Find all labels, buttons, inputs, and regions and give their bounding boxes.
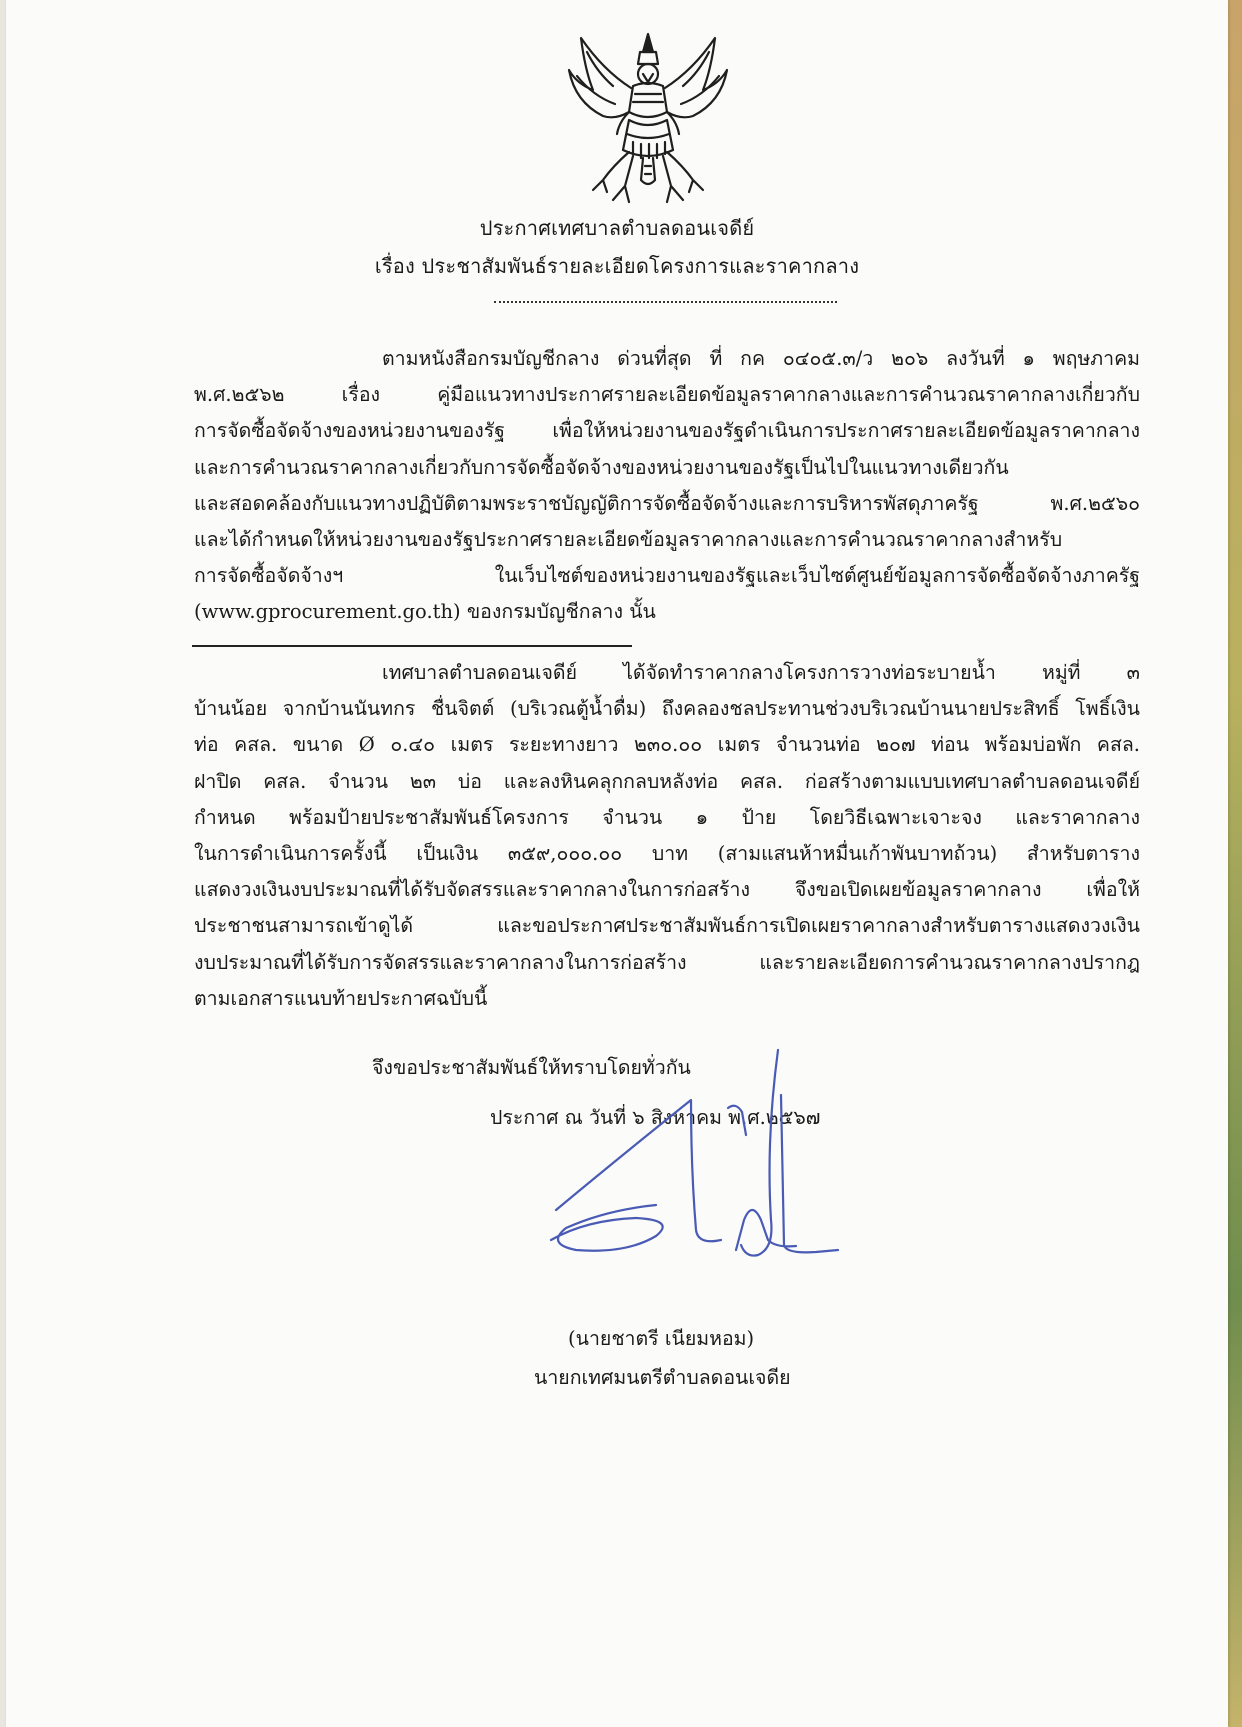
paragraph-line: บ้านน้อย จากบ้านนันทกร ชื่นจิตต์ (บริเวณตู้น้ำดื่ม) ถึงคลองชลประทานช่วงบริเวณบ้านนายประสิทธิ์ โพธิ์เงิน bbox=[194, 697, 1140, 721]
paragraph-project bbox=[194, 655, 1140, 1017]
closing-notice: จึงขอประชาสัมพันธ์ให้ทราบโดยทั่วกัน bbox=[372, 1056, 691, 1079]
background-strip bbox=[1228, 0, 1242, 1727]
garuda-emblem-icon bbox=[563, 30, 733, 208]
paragraph-line: กำหนด พร้อมป้ายประชาสัมพันธ์โครงการ จำนวน ๑ ป้าย โดยวิธีเฉพาะเจาะจง และราคากลาง bbox=[194, 805, 1140, 829]
document-title: ประกาศเทศบาลตำบลดอนเจดีย์ bbox=[479, 216, 755, 240]
handwritten-underline bbox=[192, 645, 632, 647]
paragraph-line: และได้กำหนดให้หน่วยงานของรัฐประกาศรายละเอียดข้อมูลราคากลางและการคำนวณราคากลางสำหรับ bbox=[194, 528, 1063, 552]
paragraph-line: งบประมาณที่ได้รับการจัดสรรและราคากลางในการก่อสร้าง และรายละเอียดการคำนวณราคากลางปรากฎ bbox=[194, 950, 1140, 974]
paragraph-line: และสอดคล้องกับแนวทางปฏิบัติตามพระราชบัญญัติการจัดซื้อจัดจ้างและการบริหารพัสดุภาครัฐ พ.ศ.๒๕๖๐ bbox=[194, 491, 1140, 515]
paragraph-line: เทศบาลตำบลดอนเจดีย์ ได้จัดทำราคากลางโครงการวางท่อระบายน้ำ หมู่ที่ ๓ bbox=[382, 661, 1140, 684]
signatory-name: (นายชาตรี เนียมหอม) bbox=[568, 1327, 755, 1350]
handwritten-signature bbox=[546, 1040, 846, 1280]
paragraph-line: พ.ศ.๒๕๖๒ เรื่อง คู่มือแนวทางประกาศรายละเอียดข้อมูลราคากลางและการคำนวณราคากลางเกี่ยวกับ bbox=[194, 383, 1140, 407]
paragraph-line: (www.gprocurement.go.th) ของกรมบัญชีกลาง นั้น bbox=[194, 600, 656, 624]
paragraph-line: การจัดซื้อจัดจ้างฯ ในเว็บไซต์ของหน่วยงานของรัฐและเว็บไซต์ศูนย์ข้อมูลการจัดซื้อจัดจ้างภาครัฐ bbox=[194, 564, 1140, 588]
title-divider bbox=[494, 301, 837, 303]
paragraph-line: ท่อ คสล. ขนาด Ø ๐.๔๐ เมตร ระยะทางยาว ๒๓๐.๐๐ เมตร จำนวนท่อ ๒๐๗ ท่อน พร้อมบ่อพัก คสล. bbox=[194, 733, 1140, 757]
paragraph-line: ฝาปิด คสล. จำนวน ๒๓ บ่อ และลงหินคลุกกลบหลังท่อ คสล. ก่อสร้างตามแบบเทศบาลตำบลดอนเจดีย์ bbox=[194, 769, 1140, 793]
paragraph-line: ตามเอกสารแนบท้ายประกาศฉบับนี้ bbox=[194, 986, 488, 1010]
paragraph-line: ประชาชนสามารถเข้าดูได้ และขอประกาศประชาสัมพันธ์การเปิดเผยราคากลางสำหรับตารางแสดงวงเงิน bbox=[194, 914, 1140, 938]
paragraph-line: การจัดซื้อจัดจ้างของหน่วยงานของรัฐ เพื่อให้หน่วยงานของรัฐดำเนินการประกาศรายละเอียดข้อมูลราคากลาง bbox=[194, 419, 1140, 443]
paragraph-line: และการคำนวณราคากลางเกี่ยวกับการจัดซื้อจัดจ้างของหน่วยงานของรัฐเป็นไปในแนวทางเดียวกัน bbox=[194, 455, 1009, 479]
paragraph-line: ตามหนังสือกรมบัญชีกลาง ด่วนที่สุด ที่ กค ๐๔๐๕.๓/ว ๒๐๖ ลงวันที่ ๑ พฤษภาคม bbox=[382, 347, 1140, 370]
paragraph-line: ในการดำเนินการครั้งนี้ เป็นเงิน ๓๕๙,๐๐๐.๐๐ บาท (สามแสนห้าหมื่นเก้าพันบาทถ้วน) สำหรับตาราง bbox=[194, 842, 1140, 866]
paragraph-line: แสดงวงเงินงบประมาณที่ได้รับจัดสรรและราคากลางในการก่อสร้าง จึงขอเปิดเผยข้อมูลราคากลาง เพื่อให้ bbox=[194, 878, 1140, 902]
paragraph-reference bbox=[194, 341, 1140, 631]
document-page bbox=[6, 0, 1228, 1727]
signatory-position: นายกเทศมนตรีตำบลดอนเจดีย bbox=[534, 1366, 791, 1389]
document-subject: เรื่อง ประชาสัมพันธ์รายละเอียดโครงการและราคากลาง bbox=[374, 254, 860, 278]
announcement-date: ประกาศ ณ วันที่ ๖ สิงหาคม พ.ศ.๒๕๖๗ bbox=[490, 1106, 821, 1129]
